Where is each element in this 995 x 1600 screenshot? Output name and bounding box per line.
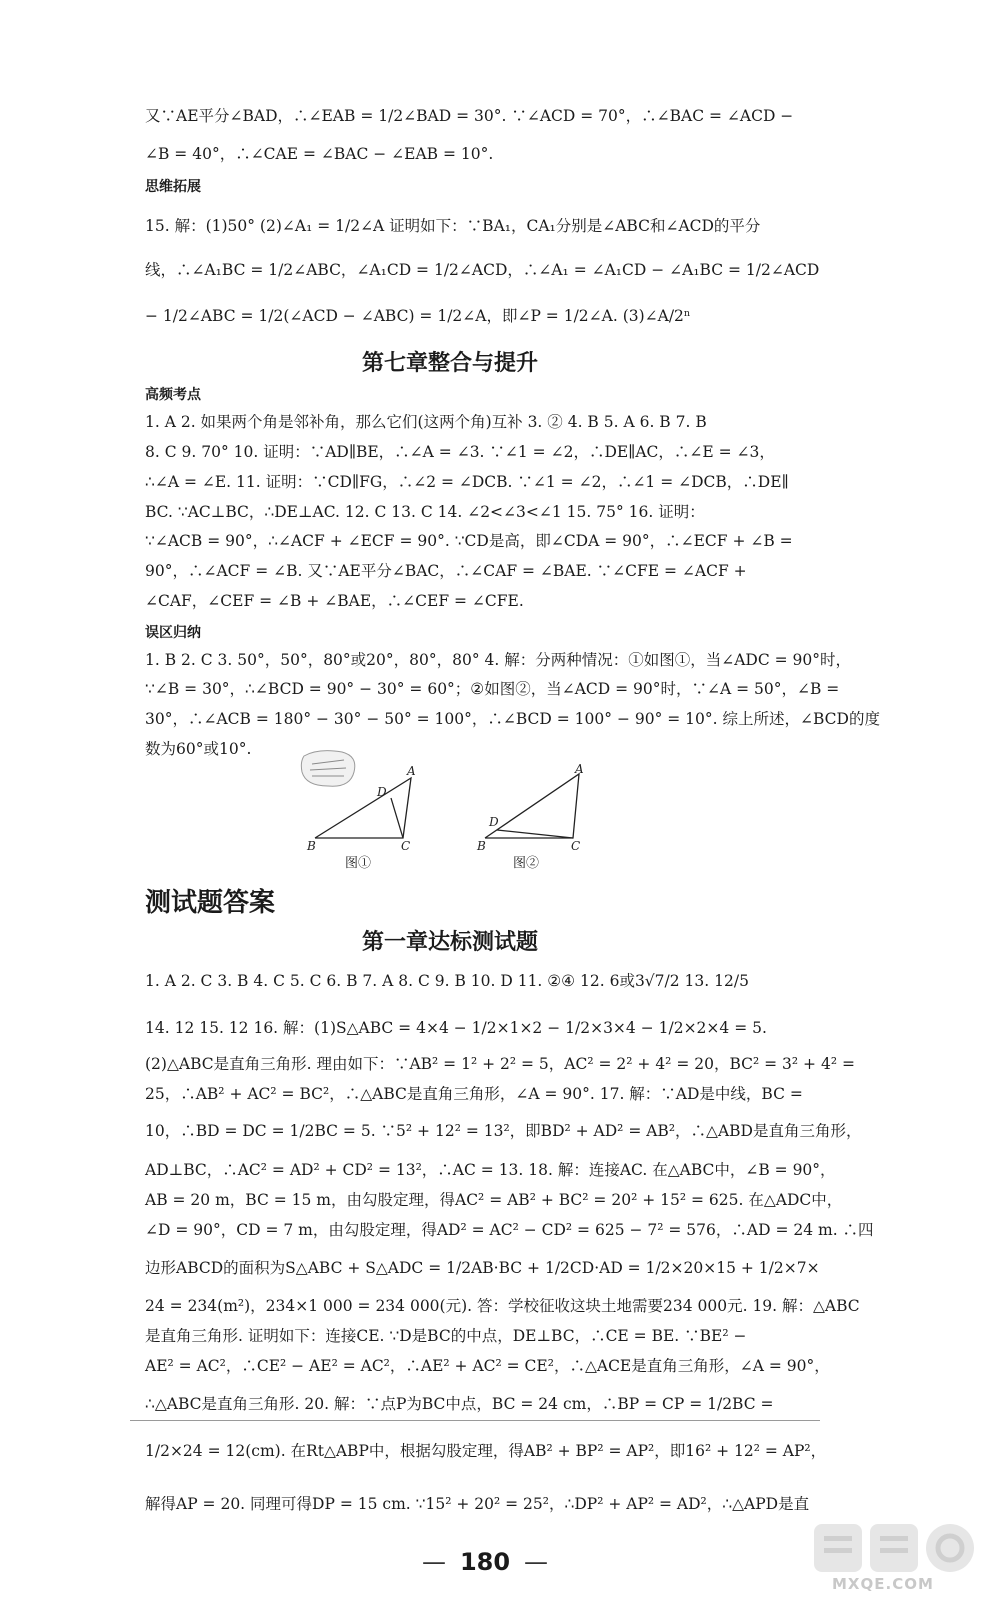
triangle-diagram-2 [475,764,595,852]
text-line: 1/2×24 = 12(cm). 在Rt△ABP中，根据勾股定理，得AB² + BP² = AP²，即16² + 12² = AP²， [145,1442,827,1460]
page-number-value: 180 [459,1548,511,1576]
text-line: (2)△ABC是直角三角形. 理由如下：∵AB² = 1² + 2² = 5，AC² = 2² + 4² = 20，BC² = 3² + 4² = [145,1055,855,1073]
text-line: 线，∴∠A₁BC = 1/2∠ABC，∠A₁CD = 1/2∠ACD，∴∠A₁ = ∠A₁CD − ∠A₁BC = 1/2∠ACD [145,261,820,279]
text-line: ∠D = 90°，CD = 7 m，由勾股定理，得AD² = AC² − CD² = 625 − 7² = 576，∴AD = 24 m. ∴四 [145,1221,874,1239]
section-label-siwei: 思维拓展 [145,179,201,195]
text-line: 解得AP = 20. 同理可得DP = 15 cm. ∵15² + 20² = 25²，∴DP² + AP² = AD²，∴△APD是直 [145,1495,810,1513]
divider-line [130,1420,820,1421]
text-line: 90°，∴∠ACF = ∠B. 又∵AE平分∠BAC，∴∠CAF = ∠BAE. ∵∠CFE = ∠ACF + [145,562,747,580]
section-label-wuqu: 误区归纳 [145,625,201,641]
page-number [375,1548,595,1576]
label-b: B [307,839,316,853]
text-line: AE² = AC²，∴CE² − AE² = AC²，∴AE² + AC² = CE²，∴△ACE是直角三角形，∠A = 90°， [145,1357,830,1375]
text-line: AD⊥BC，∴AC² = AD² + CD² = 13²，∴AC = 13. 18. 解：连接AC. 在△ABC中，∠B = 90°， [145,1161,836,1179]
text-line: ∵∠ACB = 90°，∴∠ACF + ∠ECF = 90°. ∵CD是高，即∠CDA = 90°，∴∠ECF + ∠B = [145,532,793,550]
text-line: 10，∴BD = DC = 1/2BC = 5. ∵5² + 12² = 13²，即BD² + AD² = AB²，∴△ABD是直角三角形， [145,1122,862,1140]
text-line: 边形ABCD的面积为S△ABC + S△ADC = 1/2AB·BC + 1/2CD·AD = 1/2×20×15 + 1/2×7× [145,1259,820,1277]
figure-1-caption: 图① [345,856,372,871]
chapter7-title: 第七章整合与提升 [361,350,538,376]
figure-2-caption: 图② [513,856,540,871]
text-line: ∵∠B = 30°，∴∠BCD = 90° − 30° = 60°；②如图②，当∠ACD = 90°时，∵∠A = 50°，∠B = [145,680,840,698]
text-line: 8. C 9. 70° 10. 证明：∵AD∥BE，∴∠A = ∠3. ∵∠1 = ∠2，∴DE∥AC，∴∠E = ∠3， [145,443,775,461]
text-line: 又∵AE平分∠BAD，∴∠EAB = 1/2∠BAD = 30°. ∵∠ACD = 70°，∴∠BAC = ∠ACD − [145,107,794,125]
figure-2 [475,764,595,856]
text-line: AB = 20 m，BC = 15 m，由勾股定理，得AC² = AB² + BC² = 20² + 15² = 625. 在△ADC中， [145,1191,843,1209]
text-line: 数为60°或10°. [145,740,252,758]
text-line: − 1/2∠ABC = 1/2(∠ACD − ∠ABC) = 1/2∠A，即∠P = 1/2∠A. (3)∠A/2ⁿ [145,307,691,325]
text-line: 24 = 234(m²)，234×1 000 = 234 000(元). 答：学校征收这块土地需要234 000元. 19. 解：△ABC [145,1297,860,1315]
triangle-diagram-1 [305,764,425,852]
text-line: ∠CAF，∠CEF = ∠B + ∠BAE，∴∠CEF = ∠CFE. [145,592,524,610]
section-label-gaopin: 高频考点 [145,387,201,403]
label-d: D [489,815,499,829]
text-line: 14. 12 15. 12 16. 解：(1)S△ABC = 4×4 − 1/2×1×2 − 1/2×3×4 − 1/2×2×4 = 5. [145,1019,767,1037]
text-line: 1. A 2. C 3. B 4. C 5. C 6. B 7. A 8. C 9. B 10. D 11. ②④ 12. 6或3√7/2 13. 12/5 [145,972,749,990]
dash-right: — [524,1548,549,1576]
figure-1 [305,764,425,856]
label-b: B [477,839,486,853]
text-line: 是直角三角形. 证明如下：连接CE. ∵D是BC的中点，DE⊥BC，∴CE = BE. ∵BE² − [145,1327,747,1345]
test-answers-title: 测试题答案 [145,888,276,918]
label-a: A [575,762,584,776]
text-line: 1. B 2. C 3. 50°，50°，80°或20°，80°，80° 4. 解：分两种情况：①如图①，当∠ADC = 90°时， [145,651,852,669]
text-line: 25，∴AB² + AC² = BC²，∴△ABC是直角三角形，∠A = 90°. 17. 解：∵AD是中线，BC = [145,1085,803,1103]
label-c: C [571,839,581,853]
text-line: 30°，∴∠ACB = 180° − 30° − 50° = 100°，∴∠BCD = 100° − 90° = 10°. 综上所述，∠BCD的度 [145,710,880,728]
label-c: C [401,839,411,853]
text-line: BC. ∵AC⊥BC，∴DE⊥AC. 12. C 13. C 14. ∠2<∠3<∠1 15. 75° 16. 证明： [145,503,705,521]
text-line: ∴∠A = ∠E. 11. 证明：∵CD∥FG，∴∠2 = ∠DCB. ∵∠1 = ∠2，∴∠1 = ∠DCB，∴DE∥ [145,473,789,491]
label-a: A [407,764,416,778]
text-line: 1. A 2. 如果两个角是邻补角，那么它们(这两个角)互补 3. ② 4. B 5. A 6. B 7. B [145,413,707,431]
chapter1-test-title: 第一章达标测试题 [361,929,538,955]
text-line: ∠B = 40°，∴∠CAE = ∠BAC − ∠EAB = 10°. [145,145,494,163]
dash-left: — [421,1548,446,1576]
label-d: D [377,785,387,799]
text-line: ∴△ABC是直角三角形. 20. 解：∵点P为BC中点，BC = 24 cm，∴BP = CP = 1/2BC = [145,1395,774,1413]
watermark-text: MXQE.COM [832,1575,934,1593]
text-line: 15. 解：(1)50° (2)∠A₁ = 1/2∠A 证明如下：∵BA₁，CA₁分别是∠ABC和∠ACD的平分 [145,217,761,235]
